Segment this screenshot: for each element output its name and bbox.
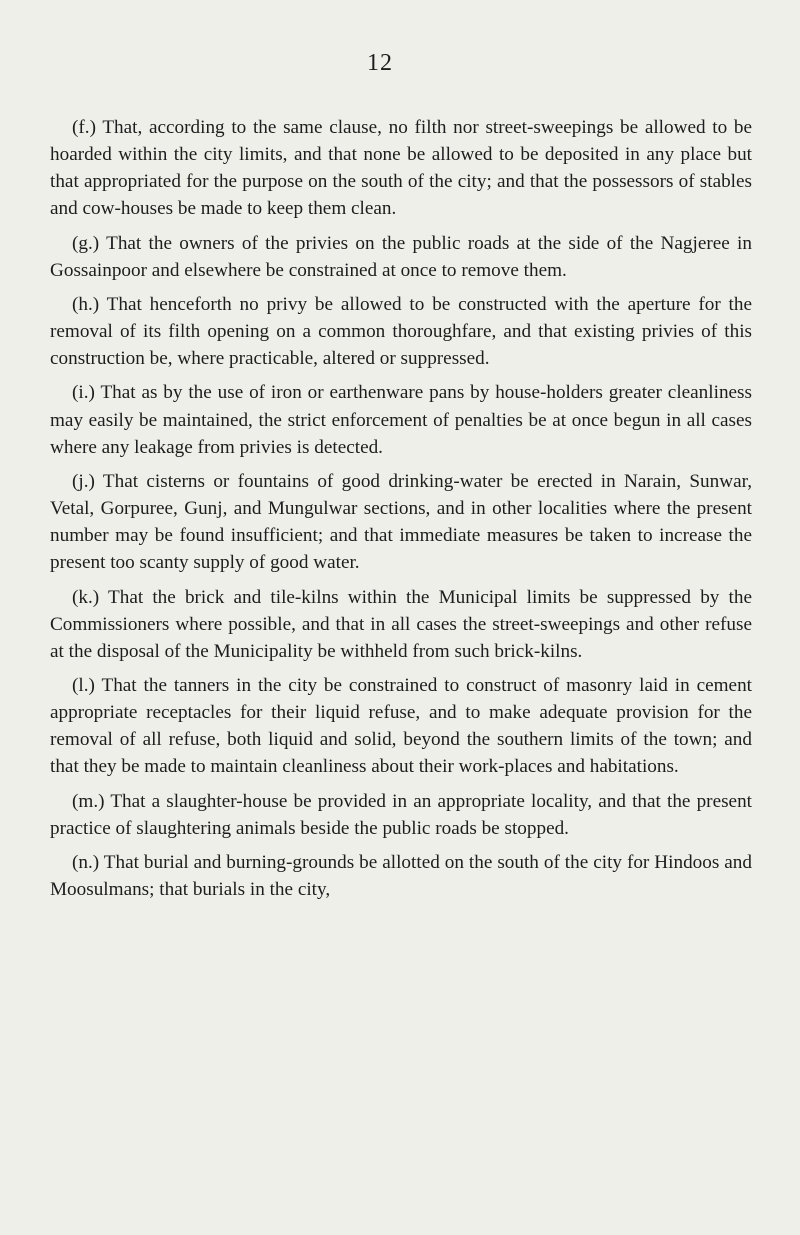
paragraph-f <box>50 114 752 223</box>
paragraph-label: (j.) <box>72 470 95 492</box>
paragraph-i <box>50 379 752 460</box>
paragraph-label: (k.) <box>72 586 100 608</box>
paragraph-text: That, according to the same clause, no filth nor street-sweepings be allowed to be hoarded within the city limits, and that none be allowed to be deposited in any place but that appropriated for the purpose on the south of the city; and that the possessors of stables and cow-houses be made to keep them clean. <box>50 117 752 220</box>
paragraph-n <box>50 849 752 903</box>
page-number: 12 <box>367 50 393 76</box>
paragraph-text: That as by the use of iron or earthenware pans by house-holders greater cleanliness may easily be maintained, the strict enforcement of penalties be at once begun in all cases where any leakage from privies is detected. <box>50 382 752 458</box>
paragraph-label: (m.) <box>72 790 105 812</box>
paragraph-label: (f.) <box>72 117 96 138</box>
paragraph-label: (l.) <box>72 674 95 696</box>
paragraph-text: That the tanners in the city be constrained to construct of masonry laid in cement appropriate receptacles for their liquid refuse, and to make adequate provision for the removal of all refuse, both liquid and solid, beyond the southern limits of the town; and that they be made to maintain cleanliness about their work-places and habitations. <box>50 674 752 778</box>
paragraph-text: That the owners of the privies on the public roads at the side of the Nagjeree in Gossainpoor and elsewhere be constrained at once to remove them. <box>50 232 752 281</box>
paragraph-m <box>50 788 752 842</box>
paragraph-label: (i.) <box>72 382 95 404</box>
paragraph-g <box>50 230 752 284</box>
paragraph-label: (n.) <box>72 851 100 873</box>
body-text <box>50 114 752 910</box>
paragraph-text: That henceforth no privy be allowed to be constructed with the aperture for the removal of its filth opening on a common thoroughfare, and that existing privies of this construction be, where practicable, altered or suppressed. <box>50 293 752 370</box>
paragraph-text: That burial and burning-grounds be allotted on the south of the city for Hindoos and Moosulmans; that burials in the city, <box>50 851 752 901</box>
paragraph-label: (g.) <box>72 232 100 254</box>
paragraph-h <box>50 291 752 372</box>
paragraph-k <box>50 584 752 665</box>
paragraph-l <box>50 672 752 781</box>
paragraph-text: That cisterns or fountains of good drinking-water be erected in Narain, Sunwar, Vetal, Gorpuree, Gunj, and Mungulwar sections, and in other localities where the present number may be found insufficient; and that immediate measures be taken to increase the present too scanty supply of good water. <box>50 470 753 574</box>
paragraph-label: (h.) <box>72 293 100 315</box>
paragraph-j <box>50 468 752 577</box>
paragraph-text: That the brick and tile-kilns within the Municipal limits be suppressed by the Commissioners where possible, and that in all cases the street-sweepings and other refuse at the disposal of the Municipality be withheld from such brick-kilns. <box>50 586 752 662</box>
paragraph-text: That a slaughter-house be provided in an appropriate locality, and that the present practice of slaughtering animals beside the public roads be stopped. <box>50 790 753 839</box>
